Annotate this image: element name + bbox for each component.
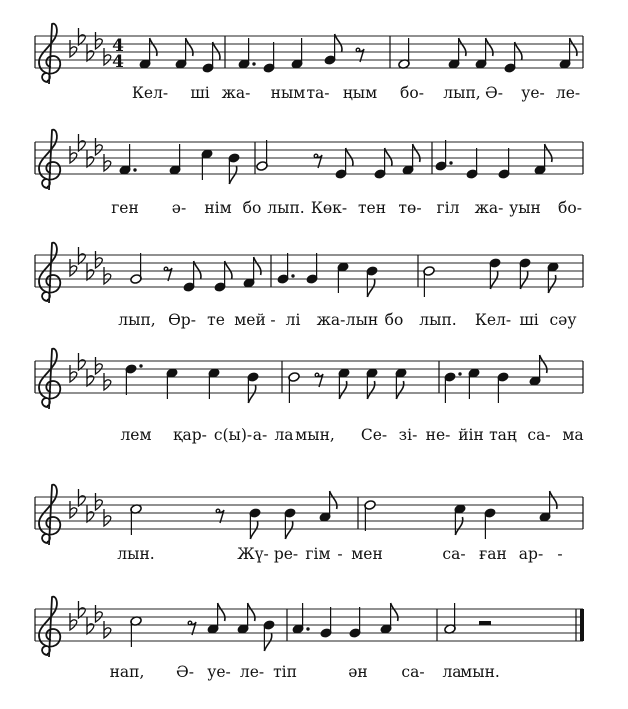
lyric-syllable: лып. xyxy=(267,199,305,217)
lyric-syllable: йін xyxy=(458,426,484,444)
lyric-syllable: гім xyxy=(305,545,331,563)
note-flag xyxy=(455,517,462,535)
flat-icon xyxy=(96,32,103,49)
lyric-syllable: тен xyxy=(357,199,387,217)
lyric-syllable: ле- xyxy=(239,663,265,681)
note-flag xyxy=(413,144,420,162)
flat-icon xyxy=(70,613,77,630)
time-signature-top: 4 xyxy=(112,36,124,56)
lyric-syllable: ә- xyxy=(171,199,187,217)
treble-clef-icon xyxy=(39,597,60,657)
lyric-syllable: ған xyxy=(479,545,507,563)
augmentation-dot xyxy=(306,627,309,630)
lyric-syllable: бо- xyxy=(558,199,582,217)
lyric-syllable: уе- xyxy=(207,663,231,681)
flat-icon xyxy=(70,365,77,382)
lyric-syllable: ән xyxy=(348,663,368,681)
lyric-syllable: ңым xyxy=(342,84,378,102)
lyric-syllable: бо- xyxy=(400,84,424,102)
flat-icon xyxy=(70,146,77,163)
note-flag xyxy=(194,261,201,279)
lyric-syllable: лып. xyxy=(419,311,457,329)
lyric-syllable: Кел- xyxy=(131,84,169,102)
lyric-syllable: са- xyxy=(442,545,466,563)
lyric-syllable: не- xyxy=(425,426,451,444)
lyric-syllable: Се- xyxy=(360,426,388,444)
note-flag xyxy=(346,148,353,166)
flat-icon xyxy=(104,621,111,638)
note-flag xyxy=(396,381,403,399)
lyric-syllable: зі- xyxy=(398,426,418,444)
note-flag xyxy=(570,38,577,56)
lyric-syllable: ла xyxy=(442,663,462,681)
lyric-syllable: нім xyxy=(204,199,232,217)
lyric-syllable: та- xyxy=(306,84,330,102)
note-flag xyxy=(520,271,527,289)
flat-icon xyxy=(96,138,103,155)
lyric-syllable: ші xyxy=(190,84,210,102)
lyric-syllable: лын xyxy=(345,311,379,329)
treble-clef-icon xyxy=(39,130,60,190)
lyric-syllable: ші xyxy=(519,311,539,329)
lyric-syllable: тө- xyxy=(398,199,422,217)
half-rest-icon xyxy=(479,621,491,625)
note-flag xyxy=(550,491,557,509)
augmentation-dot xyxy=(139,364,142,367)
note-flag xyxy=(367,279,374,297)
lyric-syllable: ар- xyxy=(518,545,544,563)
note-flag xyxy=(339,381,346,399)
flat-icon xyxy=(104,509,111,526)
flat-icon xyxy=(70,501,77,518)
flat-icon xyxy=(104,373,111,390)
lyric-syllable: мын, xyxy=(295,426,335,444)
lyric-syllable: жа- xyxy=(316,311,346,329)
lyric-syllable: лып, xyxy=(118,311,156,329)
note-flag xyxy=(186,38,193,56)
flat-icon xyxy=(96,251,103,268)
note-flag xyxy=(229,166,236,184)
lyric-syllable: ма xyxy=(562,426,584,444)
staff-system xyxy=(35,243,583,329)
lyric-syllable: лып, xyxy=(443,84,481,102)
note-flag xyxy=(335,34,342,52)
lyric-syllable: Ә- xyxy=(176,663,194,681)
lyric-syllable: а- xyxy=(252,426,268,444)
lyric-syllable: уе- xyxy=(521,84,545,102)
treble-clef-icon xyxy=(39,24,60,84)
note-flag xyxy=(264,633,271,651)
note-flag xyxy=(330,491,337,509)
note-flag xyxy=(225,261,232,279)
note-flag xyxy=(515,42,522,60)
flat-icon xyxy=(104,48,111,65)
lyric-syllable: - xyxy=(270,311,276,329)
lyric-syllable: лын. xyxy=(117,545,155,563)
flat-icon xyxy=(70,40,77,57)
lyric-syllable: мен xyxy=(351,545,383,563)
note-flag xyxy=(385,148,392,166)
lyric-syllable: қар- xyxy=(173,426,207,444)
lyric-syllable: ре- xyxy=(273,545,299,563)
flat-icon xyxy=(96,493,103,510)
lyric-syllable: жа- xyxy=(221,84,251,102)
lyric-syllable: ле- xyxy=(555,84,581,102)
lyric-syllable: ген xyxy=(111,199,139,217)
augmentation-dot xyxy=(449,161,452,164)
note-flag xyxy=(248,603,255,621)
augmentation-dot xyxy=(458,372,461,375)
lyric-syllable: лем xyxy=(120,426,152,444)
lyric-syllable: - xyxy=(557,545,563,563)
note-flag xyxy=(391,603,398,621)
lyric-syllable: ным xyxy=(270,84,306,102)
treble-clef-icon xyxy=(39,485,60,545)
lyric-syllable: мын. xyxy=(460,663,500,681)
note-flag xyxy=(540,355,547,373)
lyric-syllable: Ә- xyxy=(485,84,503,102)
lyric-syllable: Кел- xyxy=(474,311,512,329)
augmentation-dot xyxy=(291,274,294,277)
lyric-syllable: са- xyxy=(401,663,425,681)
lyric-syllable: таң xyxy=(489,426,517,444)
note-flag xyxy=(490,271,497,289)
note-flag xyxy=(486,38,493,56)
lyric-syllable: лі xyxy=(285,311,301,329)
lyric-syllable: нап, xyxy=(109,663,145,681)
staff-system xyxy=(35,485,583,563)
lyric-syllable: бо xyxy=(242,199,262,217)
lyric-syllable: са- xyxy=(527,426,551,444)
staff-system xyxy=(35,597,584,681)
note-flag xyxy=(218,603,225,621)
lyric-syllable: уын xyxy=(509,199,541,217)
note-flag xyxy=(150,38,157,56)
flat-icon xyxy=(96,357,103,374)
augmentation-dot xyxy=(252,62,255,65)
lyric-syllable: Жү- xyxy=(237,545,269,563)
flat-icon xyxy=(96,605,103,622)
lyric-syllable: те xyxy=(207,311,225,329)
lyric-syllable: тіп xyxy=(273,663,297,681)
staff-system xyxy=(35,24,583,102)
lyric-syllable: мей xyxy=(234,311,266,329)
note-flag xyxy=(250,521,257,539)
staff-system xyxy=(35,349,584,444)
final-barline-thick xyxy=(580,609,584,641)
lyric-syllable: Көк- xyxy=(310,199,348,217)
lyric-syllable: жа- xyxy=(474,199,504,217)
lyric-syllable: гіл xyxy=(436,199,460,217)
note-flag xyxy=(367,381,374,399)
lyric-syllable: сәу xyxy=(549,311,577,329)
note-flag xyxy=(285,521,292,539)
note-flag xyxy=(548,275,555,293)
lyric-syllable: бо xyxy=(384,311,404,329)
lyric-syllable: - xyxy=(337,545,343,563)
treble-clef-icon xyxy=(39,349,60,409)
staff-system xyxy=(35,130,583,217)
time-signature-bottom: 4 xyxy=(112,52,124,72)
lyric-syllable: с(ы)- xyxy=(213,426,253,444)
lyric-syllable: Өр- xyxy=(168,311,196,329)
flat-icon xyxy=(104,267,111,284)
flat-icon xyxy=(104,154,111,171)
treble-clef-icon xyxy=(39,243,60,303)
flat-icon xyxy=(70,259,77,276)
note-flag xyxy=(213,42,220,60)
note-flag xyxy=(254,257,261,275)
note-flag xyxy=(248,385,255,403)
lyric-syllable: ла xyxy=(274,426,294,444)
augmentation-dot xyxy=(133,168,136,171)
note-flag xyxy=(459,38,466,56)
note-flag xyxy=(545,144,552,162)
